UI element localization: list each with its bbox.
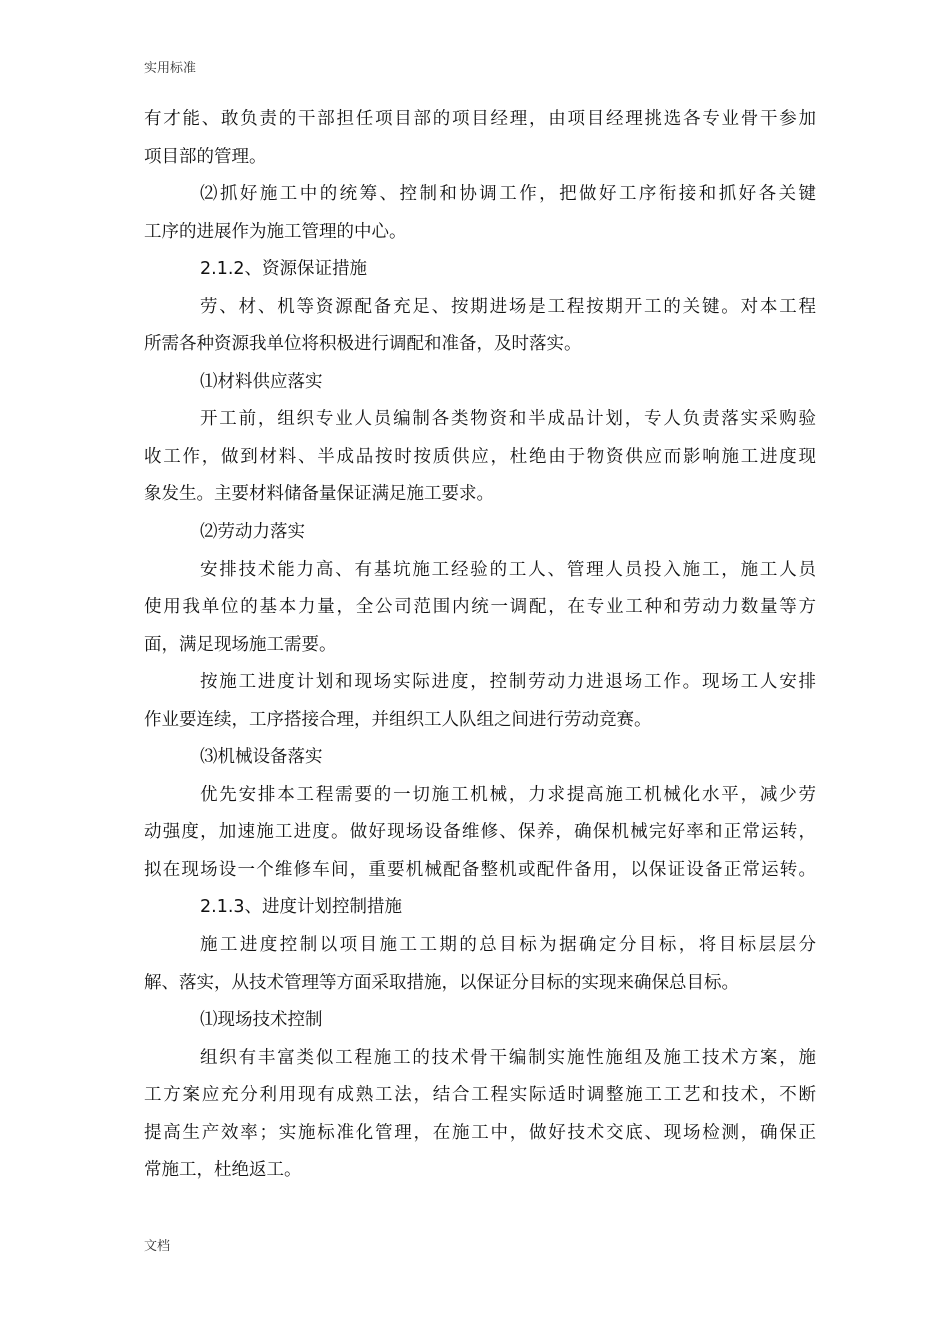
text-line: 2.1.3、进度计划控制措施: [200, 897, 403, 918]
text-line: 项目部的管理。: [144, 146, 267, 167]
text-line: 收工作，做到材料、半成品按时按质供应，杜绝由于物资供应而影响施工进度现: [144, 446, 816, 467]
text-line: 常施工，杜绝返工。: [144, 1160, 302, 1181]
text-line: 安排技术能力高、有基坑施工经验的工人、管理人员投入施工，施工人员: [200, 559, 816, 580]
text-line: ⑵劳动力落实: [200, 522, 305, 543]
text-line: 提高生产效率；实施标准化管理，在施工中，做好技术交底、现场检测，确保正: [144, 1122, 816, 1143]
text-line: 作业要连续，工序搭接合理，并组织工人队组之间进行劳动竞赛。: [144, 709, 652, 730]
text-line: 有才能、敢负责的干部担任项目部的项目经理，由项目经理挑选各专业骨干参加: [144, 109, 816, 129]
document-body: [144, 101, 816, 1190]
text-line: ⑵抓好施工中的统筹、控制和协调工作，把做好工序衔接和抓好各关键: [200, 184, 816, 205]
text-line: 解、落实，从技术管理等方面采取措施，以保证分目标的实现来确保总目标。: [144, 972, 739, 993]
text-line: 所需各种资源我单位将积极进行调配和准备，及时落实。: [144, 334, 582, 355]
text-line: 工序的进展作为施工管理的中心。: [144, 221, 407, 242]
text-line: 2.1.2、资源保证措施: [200, 259, 368, 280]
text-line: 面，满足现场施工需要。: [144, 634, 337, 655]
text-line: 组织有丰富类似工程施工的技术骨干编制实施性施组及施工技术方案，施: [200, 1047, 816, 1068]
text-line: ⑶机械设备落实: [200, 747, 323, 768]
text-line: 动强度，加速施工进度。做好现场设备维修、保养，确保机械完好率和正常运转，: [144, 822, 816, 843]
page-footer: 文档: [144, 1239, 171, 1254]
text-line: 施工进度控制以项目施工工期的总目标为据确定分目标，将目标层层分: [200, 935, 816, 956]
text-line: 劳、材、机等资源配备充足、按期进场是工程按期开工的关键。对本工程: [200, 296, 816, 317]
text-line: 按施工进度计划和现场实际进度，控制劳动力进退场工作。现场工人安排: [200, 672, 816, 693]
text-line: ⑴材料供应落实: [200, 371, 323, 392]
text-line: 拟在现场设一个维修车间，重要机械配备整机或配件备用，以保证设备正常运转。: [144, 859, 816, 880]
page-header: 实用标准: [144, 61, 197, 76]
text-line: 优先安排本工程需要的一切施工机械，力求提高施工机械化水平，减少劳: [200, 784, 816, 805]
text-line: 开工前，组织专业人员编制各类物资和半成品计划，专人负责落实采购验: [200, 409, 816, 430]
text-line: 象发生。主要材料储备量保证满足施工要求。: [144, 484, 494, 505]
text-line: 使用我单位的基本力量，全公司范围内统一调配，在专业工种和劳动力数量等方: [144, 597, 816, 618]
text-line: 工方案应充分利用现有成熟工法，结合工程实际适时调整施工工艺和技术，不断: [144, 1085, 816, 1106]
text-line: ⑴现场技术控制: [200, 1010, 323, 1031]
